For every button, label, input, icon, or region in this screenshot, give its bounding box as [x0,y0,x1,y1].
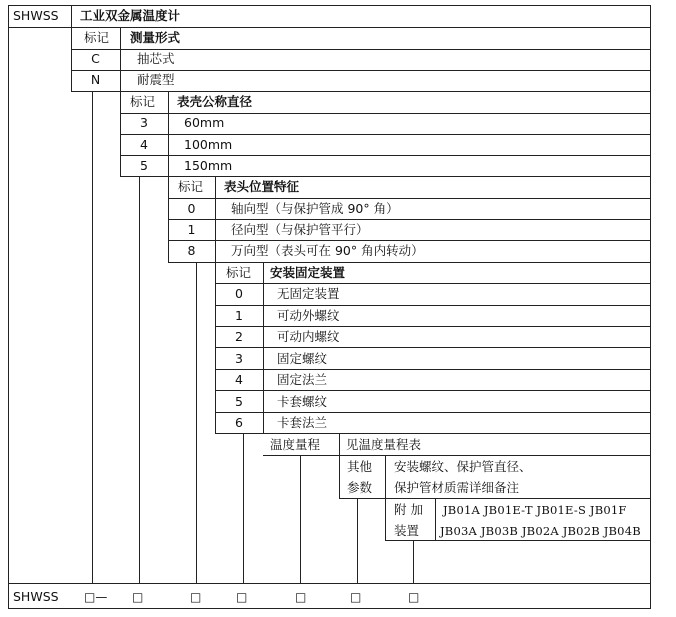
other-desc: 保护管材质需详细备注 [394,480,520,495]
row-desc: 无固定装置 [277,286,340,301]
leader-line-6 [357,498,358,584]
code-box: □ [408,590,420,604]
row-code: 4 [235,372,243,387]
code-box: □ [132,590,144,604]
section-heading: 表壳公称直径 [177,94,253,109]
leader-line-1 [92,91,93,584]
leader-line-5 [300,455,301,584]
section-heading: 测量形式 [130,30,181,45]
model-column-divider [71,5,72,28]
addon-codes: JB01A JB01E-T JB01E-S JB01F [443,503,627,517]
range-label: 温度量程 [270,437,321,452]
row-code: N [90,72,101,87]
row-desc: 60mm [184,115,225,130]
code-box: □— [84,590,108,604]
code-box: □ [350,590,362,604]
footer-divider [8,583,651,584]
addon-label: 装置 [394,523,420,538]
leader-line-4 [243,433,244,584]
section-heading: 安装固定装置 [270,265,346,280]
leader-line-3 [196,262,197,584]
row-desc: 耐震型 [137,72,175,87]
row-code: 5 [140,158,148,173]
row-code: 2 [235,329,243,344]
header-divider [8,27,651,28]
row-code: C [91,51,100,66]
addon-label: 附 加 [394,502,423,517]
row-desc: 抽芯式 [137,51,175,66]
range-desc: 见温度量程表 [346,437,422,452]
code-box: □ [295,590,307,604]
model-label: SHWSS [13,8,59,23]
row-desc: 100mm [184,137,233,152]
frame-left-line [8,5,9,609]
row-desc: 卡套螺纹 [277,394,328,409]
row-desc: 万向型（表头可在 90° 角内转动） [231,243,424,258]
row-code: 8 [187,243,196,258]
row-code: 6 [235,415,243,430]
row-desc: 固定法兰 [277,372,328,387]
section-heading: 表头位置特征 [224,179,300,194]
row-code: 1 [235,308,243,323]
row-code: 1 [187,222,196,237]
addon-codes: JB03A JB03B JB02A JB02B JB04B [440,524,641,538]
other-label: 参数 [347,480,373,495]
row-desc: 150mm [184,158,233,173]
row-desc: 轴向型（与保护管成 90° 角） [231,201,399,216]
leader-line-2 [139,176,140,584]
frame-top-line [8,5,651,6]
frame-right-line [650,5,651,609]
row-code: 3 [235,351,243,366]
page-title: 工业双金属温度计 [80,8,181,23]
row-desc: 固定螺纹 [277,351,328,366]
row-code: 0 [235,286,243,301]
row-desc: 可动外螺纹 [277,308,340,323]
mark-label: 标记 [226,265,252,280]
other-label: 其他 [347,459,373,474]
code-box: □ [190,590,202,604]
row-desc: 卡套法兰 [277,415,328,430]
footer-model-label: SHWSS [13,589,59,604]
mark-label: 标记 [84,30,110,45]
row-desc: 径向型（与保护管平行） [231,222,369,237]
frame-bottom-line [8,608,651,609]
code-box: □ [236,590,248,604]
row-desc: 可动内螺纹 [277,329,340,344]
mark-label: 标记 [130,94,156,109]
other-desc: 安装螺纹、保护管直径、 [394,459,532,474]
leader-line-7 [413,540,414,584]
row-code: 0 [187,201,196,216]
row-code: 5 [235,394,243,409]
row-code: 4 [140,137,148,152]
row-code: 3 [140,115,148,130]
mark-label: 标记 [178,179,204,194]
